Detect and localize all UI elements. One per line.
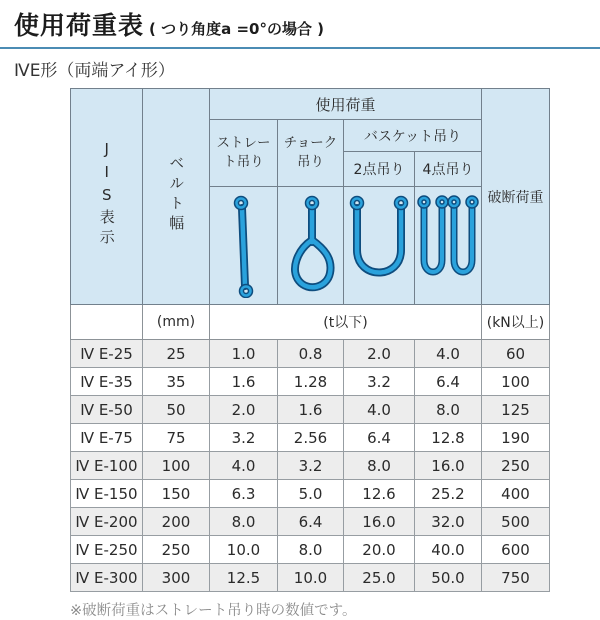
page-title bbox=[14, 6, 600, 42]
choke-load-cell: 5.0 bbox=[278, 480, 344, 508]
jis-cell: Ⅳ E-75 bbox=[71, 424, 143, 452]
basket-2point-sling-icon bbox=[344, 187, 414, 304]
footnote: ※破断荷重はストレート吊り時の数値です。 bbox=[70, 603, 357, 619]
header-basket-hitch: バスケット吊り bbox=[344, 120, 482, 152]
basket-2point-load-cell: 20.0 bbox=[344, 536, 415, 564]
breaking-load-cell: 250 bbox=[482, 452, 550, 480]
basket-4point-load-cell: 40.0 bbox=[415, 536, 482, 564]
basket-2point-load-cell: 25.0 bbox=[344, 564, 415, 592]
table-row bbox=[71, 564, 550, 592]
basket-4point-load-cell: 50.0 bbox=[415, 564, 482, 592]
load-table bbox=[70, 88, 550, 592]
straight-sling-cell bbox=[210, 187, 278, 305]
choke-load-cell: 10.0 bbox=[278, 564, 344, 592]
unit-mm: (mm) bbox=[143, 305, 210, 340]
basket-4point-load-cell: 12.8 bbox=[415, 424, 482, 452]
table-caption: ⅣE形（両端アイ形） bbox=[14, 61, 175, 81]
basket-2point-load-cell: 16.0 bbox=[344, 508, 415, 536]
choke-sling-icon bbox=[278, 187, 343, 304]
belt-width-cell: 75 bbox=[143, 424, 210, 452]
header-breaking-load: 破断荷重 bbox=[482, 89, 550, 305]
header-basket-4point: 4点吊り bbox=[415, 152, 482, 187]
breaking-load-cell: 125 bbox=[482, 396, 550, 424]
breaking-load-cell: 600 bbox=[482, 536, 550, 564]
belt-width-cell: 50 bbox=[143, 396, 210, 424]
belt-width-cell: 250 bbox=[143, 536, 210, 564]
accent-divider bbox=[0, 47, 600, 49]
table-row bbox=[71, 340, 550, 368]
basket-2point-load-cell: 2.0 bbox=[344, 340, 415, 368]
basket-2point-load-cell: 8.0 bbox=[344, 452, 415, 480]
breaking-load-cell: 500 bbox=[482, 508, 550, 536]
straight-sling-icon bbox=[210, 187, 277, 304]
jis-cell: Ⅳ E-100 bbox=[71, 452, 143, 480]
header-jis-label: JIS表示 bbox=[97, 140, 116, 249]
belt-width-cell: 35 bbox=[143, 368, 210, 396]
straight-load-cell: 12.5 bbox=[210, 564, 278, 592]
basket-4point-load-cell: 32.0 bbox=[415, 508, 482, 536]
table-row bbox=[71, 536, 550, 564]
basket-4point-load-cell: 6.4 bbox=[415, 368, 482, 396]
choke-load-cell: 2.56 bbox=[278, 424, 344, 452]
table-row bbox=[71, 480, 550, 508]
basket-4point-sling-icon bbox=[415, 187, 481, 304]
straight-load-cell: 10.0 bbox=[210, 536, 278, 564]
header-choke-hitch: チョーク吊り bbox=[278, 120, 344, 187]
table-row bbox=[71, 452, 550, 480]
basket-4point-load-cell: 4.0 bbox=[415, 340, 482, 368]
header-belt-width bbox=[143, 89, 210, 305]
choke-load-cell: 6.4 bbox=[278, 508, 344, 536]
straight-load-cell: 3.2 bbox=[210, 424, 278, 452]
basket-4point-load-cell: 16.0 bbox=[415, 452, 482, 480]
table-row bbox=[71, 396, 550, 424]
breaking-load-cell: 190 bbox=[482, 424, 550, 452]
breaking-load-cell: 60 bbox=[482, 340, 550, 368]
basket-4point-sling-cell bbox=[415, 187, 482, 305]
breaking-load-cell: 750 bbox=[482, 564, 550, 592]
straight-load-cell: 6.3 bbox=[210, 480, 278, 508]
unit-kn: (kN以上) bbox=[482, 305, 550, 340]
straight-load-cell: 1.6 bbox=[210, 368, 278, 396]
belt-width-cell: 150 bbox=[143, 480, 210, 508]
choke-load-cell: 0.8 bbox=[278, 340, 344, 368]
unit-t: (t以下) bbox=[210, 305, 482, 340]
basket-2point-load-cell: 3.2 bbox=[344, 368, 415, 396]
jis-cell: Ⅳ E-50 bbox=[71, 396, 143, 424]
basket-4point-load-cell: 8.0 bbox=[415, 396, 482, 424]
choke-load-cell: 8.0 bbox=[278, 536, 344, 564]
straight-load-cell: 2.0 bbox=[210, 396, 278, 424]
belt-width-cell: 300 bbox=[143, 564, 210, 592]
header-straight-hitch: ストレート吊り bbox=[210, 120, 278, 187]
choke-load-cell: 1.6 bbox=[278, 396, 344, 424]
header-jis bbox=[71, 89, 143, 305]
straight-load-cell: 4.0 bbox=[210, 452, 278, 480]
basket-2point-sling-cell bbox=[344, 187, 415, 305]
jis-cell: Ⅳ E-35 bbox=[71, 368, 143, 396]
header-basket-2point: 2点吊り bbox=[344, 152, 415, 187]
breaking-load-cell: 100 bbox=[482, 368, 550, 396]
basket-2point-load-cell: 12.6 bbox=[344, 480, 415, 508]
belt-width-cell: 200 bbox=[143, 508, 210, 536]
belt-width-cell: 25 bbox=[143, 340, 210, 368]
choke-load-cell: 1.28 bbox=[278, 368, 344, 396]
breaking-load-cell: 400 bbox=[482, 480, 550, 508]
jis-cell: Ⅳ E-300 bbox=[71, 564, 143, 592]
choke-load-cell: 3.2 bbox=[278, 452, 344, 480]
header-load-group: 使用荷重 bbox=[210, 89, 482, 120]
straight-load-cell: 8.0 bbox=[210, 508, 278, 536]
jis-cell: Ⅳ E-150 bbox=[71, 480, 143, 508]
header-belt-width-label: ベルト幅 bbox=[167, 154, 186, 235]
basket-2point-load-cell: 6.4 bbox=[344, 424, 415, 452]
table-row bbox=[71, 508, 550, 536]
jis-cell: Ⅳ E-200 bbox=[71, 508, 143, 536]
jis-cell: Ⅳ E-25 bbox=[71, 340, 143, 368]
choke-sling-cell bbox=[278, 187, 344, 305]
straight-load-cell: 1.0 bbox=[210, 340, 278, 368]
jis-cell: Ⅳ E-250 bbox=[71, 536, 143, 564]
belt-width-cell: 100 bbox=[143, 452, 210, 480]
empty-cell bbox=[71, 305, 143, 340]
table-row bbox=[71, 424, 550, 452]
basket-4point-load-cell: 25.2 bbox=[415, 480, 482, 508]
table-row bbox=[71, 368, 550, 396]
page-title-text: 使用荷重表 bbox=[14, 11, 145, 40]
load-table-body bbox=[71, 340, 550, 592]
page-title-note: ( つり角度a =0°の場合 ) bbox=[149, 20, 325, 38]
basket-2point-load-cell: 4.0 bbox=[344, 396, 415, 424]
